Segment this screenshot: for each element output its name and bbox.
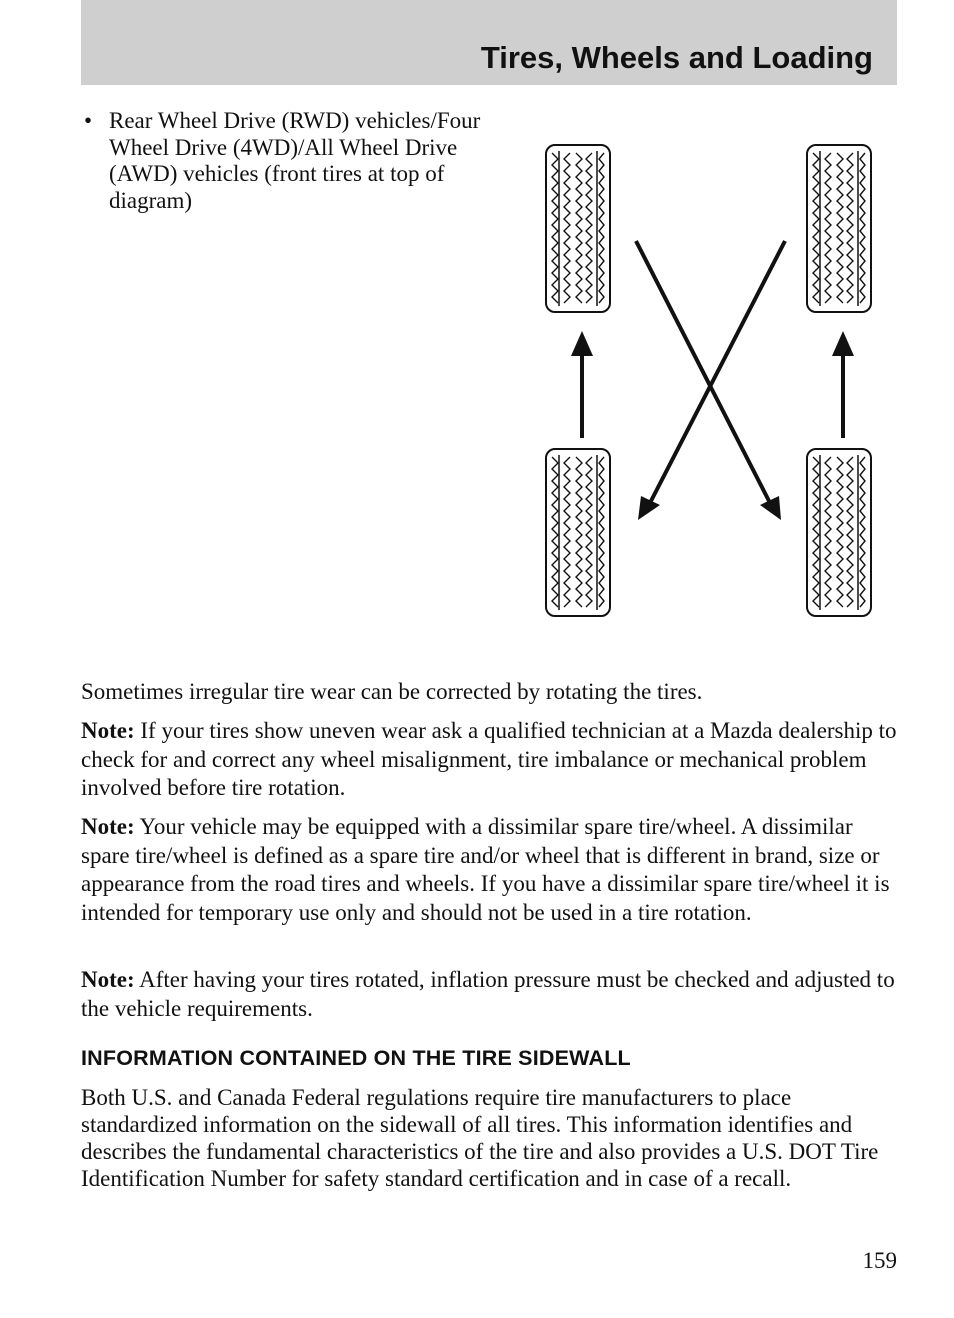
note-text: After having your tires rotated, inflation pressure must be checked and adjusted to the vehicle requirements. [81, 967, 895, 1021]
note-alignment [81, 717, 901, 803]
section-heading: INFORMATION CONTAINED ON THE TIRE SIDEWALL [81, 1046, 631, 1070]
arrow-rear-left-to-front-left [571, 331, 593, 438]
section-body: Both U.S. and Canada Federal regulations require tire manufacturers to place standardized information on the sidewall of all tires. This information identifies and describes the fundamental characteristics of the tire and also provides a U.S. DOT Tire Identification Number for safety standard certification and in case of a recall. [81, 1085, 879, 1191]
bullet-item [84, 108, 484, 214]
bullet-text: Rear Wheel Drive (RWD) vehicles/Four Wheel Drive (4WD)/All Wheel Drive (AWD) vehicles (front tires at top of diagram) [109, 108, 481, 213]
note-inflation [81, 966, 901, 1023]
page-title: Tires, Wheels and Loading [480, 40, 873, 75]
arrow-front-right-to-rear-left [638, 241, 785, 520]
tire-front-left [546, 145, 610, 312]
tire-front-right [807, 145, 871, 312]
arrow-front-left-to-rear-right [636, 241, 781, 520]
bullet-icon: • [84, 108, 93, 133]
note-text: Your vehicle may be equipped with a dissimilar spare tire/wheel. A dissimilar spare tire/wheel is defined as a spare tire and/or wheel that is different in brand, size or appearance from the road tires and wheels. If you have a dissimilar spare tire/wheel it is intended for temporary use only and should not be used in a tire rotation. [81, 814, 890, 926]
note-label: Note: [81, 967, 135, 992]
arrow-rear-right-to-front-right [832, 331, 854, 438]
paragraph-rotation: Sometimes irregular tire wear can be corrected by rotating the tires. [81, 679, 703, 704]
tire-rear-right [807, 449, 871, 616]
header-bar [81, 0, 897, 85]
tire-rotation-diagram [536, 135, 881, 625]
tire-rear-left [546, 449, 610, 616]
page-number: 159 [862, 1248, 897, 1273]
note-label: Note: [81, 814, 135, 839]
note-text: If your tires show uneven wear ask a qualified technician at a Mazda dealership to check for and correct any wheel misalignment, tire imbalance or mechanical problem involved before tire rotation. [81, 718, 897, 801]
note-label: Note: [81, 718, 135, 743]
note-dissimilar-spare [81, 813, 901, 928]
